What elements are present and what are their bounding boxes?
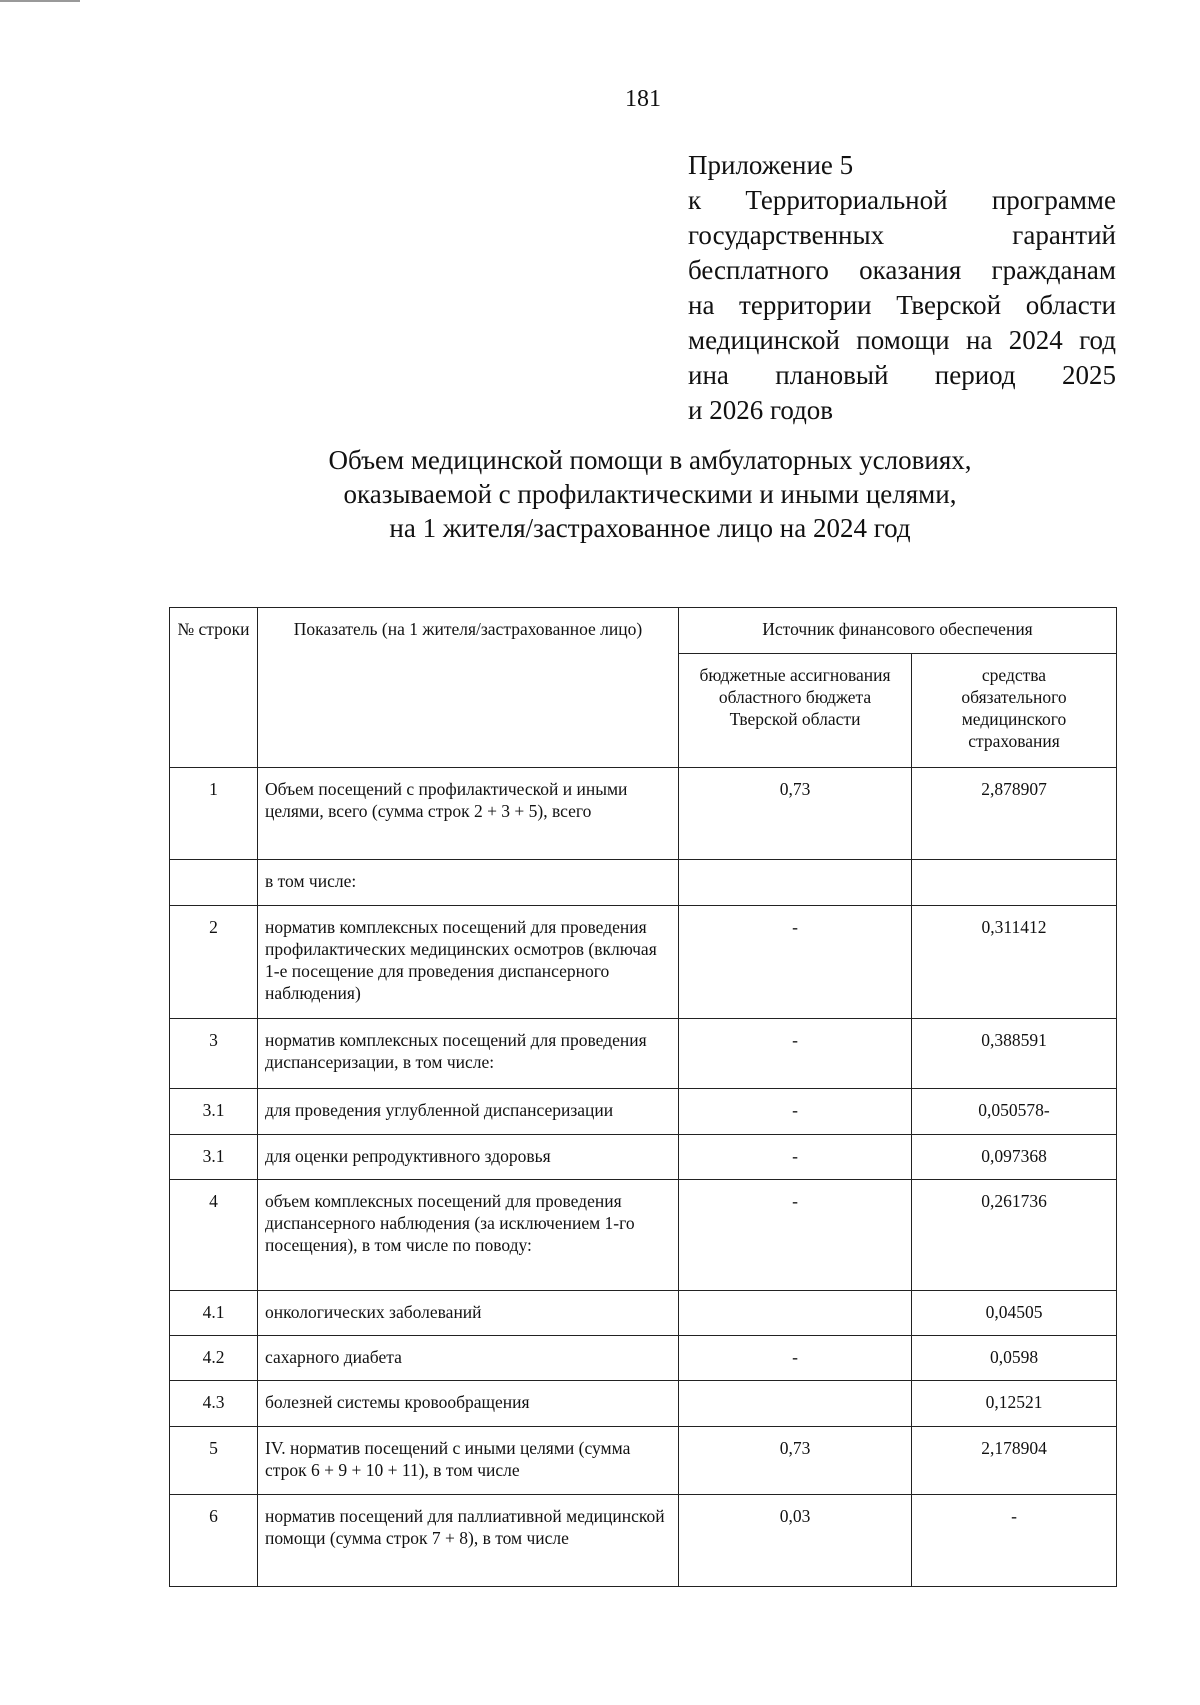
- table-row: [170, 1495, 1117, 1587]
- budget-value-cell: -: [679, 1180, 912, 1291]
- budget-value-cell: -: [679, 906, 912, 1019]
- table-row: [170, 1336, 1117, 1381]
- oms-value-cell: 0,311412: [912, 906, 1117, 1019]
- oms-value-cell: 0,388591: [912, 1019, 1117, 1089]
- volume-table: [169, 607, 1117, 1587]
- indicator-cell: для проведения углубленной диспансеризации: [258, 1089, 679, 1135]
- indicator-cell: Объем посещений с профилактической и иными целями, всего (сумма строк 2 + 3 + 5), всего: [258, 768, 679, 860]
- row-number-cell: 6: [170, 1495, 258, 1587]
- annex-line: Приложение 5: [688, 150, 854, 180]
- title-line: Объем медицинской помощи в амбулаторных условиях,: [328, 445, 972, 475]
- oms-value-cell: [912, 860, 1117, 906]
- table-row: [170, 1180, 1117, 1291]
- budget-value-cell: 0,73: [679, 1427, 912, 1495]
- header-funding-source: Источник финансового обеспечения: [679, 608, 1117, 654]
- indicator-cell: для оценки репродуктивного здоровья: [258, 1135, 679, 1180]
- title-line: оказываемой с профилактическими и иными целями,: [343, 479, 957, 509]
- oms-value-cell: 0,097368: [912, 1135, 1117, 1180]
- budget-value-cell: -: [679, 1089, 912, 1135]
- table-row: [170, 1089, 1117, 1135]
- annex-line: к Территориальной программе: [688, 185, 1116, 215]
- indicator-cell: объем комплексных посещений для проведения диспансерного наблюдения (за исключением 1-го посещения), в том числе по поводу:: [258, 1180, 679, 1291]
- table-row: [170, 768, 1117, 860]
- oms-value-cell: 0,261736: [912, 1180, 1117, 1291]
- annex-line: и 2026 годов: [688, 395, 834, 425]
- table-row: [170, 1019, 1117, 1089]
- row-number-cell: [170, 860, 258, 906]
- budget-value-cell: [679, 1381, 912, 1427]
- row-number-cell: 2: [170, 906, 258, 1019]
- oms-value-cell: 2,178904: [912, 1427, 1117, 1495]
- row-number-cell: 4.1: [170, 1291, 258, 1336]
- indicator-cell: норматив комплексных посещений для проведения диспансеризации, в том числе:: [258, 1019, 679, 1089]
- budget-value-cell: 0,73: [679, 768, 912, 860]
- row-number-cell: 3.1: [170, 1089, 258, 1135]
- row-number-cell: 4.3: [170, 1381, 258, 1427]
- header-oms: средства обязательного медицинского страхования: [912, 654, 1117, 768]
- oms-value-cell: 0,0598: [912, 1336, 1117, 1381]
- table-row: [170, 906, 1117, 1019]
- row-number-cell: 4: [170, 1180, 258, 1291]
- header-indicator: Показатель (на 1 жителя/застрахованное лицо): [258, 608, 679, 768]
- indicator-cell: норматив посещений для паллиативной медицинской помощи (сумма строк 7 + 8), в том числе: [258, 1495, 679, 1587]
- indicator-cell: норматив комплексных посещений для проведения профилактических медицинских осмотров (включая 1-е посещение для проведения диспансерного наблюдения): [258, 906, 679, 1019]
- table-row: [170, 860, 1117, 906]
- table-row: [170, 1291, 1117, 1336]
- row-number-cell: 5: [170, 1427, 258, 1495]
- table-row: [170, 1135, 1117, 1180]
- oms-value-cell: 0,04505: [912, 1291, 1117, 1336]
- table-row: [170, 1381, 1117, 1427]
- annex-block: [688, 148, 1116, 428]
- indicator-cell: онкологических заболеваний: [258, 1291, 679, 1336]
- budget-value-cell: -: [679, 1336, 912, 1381]
- oms-value-cell: 0,12521: [912, 1381, 1117, 1427]
- title-line: на 1 жителя/застрахованное лицо на 2024 год: [389, 513, 911, 543]
- row-number-cell: 3.1: [170, 1135, 258, 1180]
- indicator-cell: сахарного диабета: [258, 1336, 679, 1381]
- annex-line: государственных гарантий: [688, 220, 1116, 250]
- row-number-cell: 4.2: [170, 1336, 258, 1381]
- document-title: [0, 443, 1200, 545]
- table-body: [170, 768, 1117, 1587]
- oms-value-cell: 2,878907: [912, 768, 1117, 860]
- header-budget: бюджетные ассигнования областного бюджета Тверской области: [679, 654, 912, 768]
- annex-line: ина плановый период 2025: [688, 360, 1116, 390]
- oms-value-cell: 0,050578-: [912, 1089, 1117, 1135]
- annex-line: медицинской помощи на 2024 год: [688, 325, 1116, 355]
- header-row-number: № строки: [170, 608, 258, 768]
- budget-value-cell: [679, 860, 912, 906]
- budget-value-cell: [679, 1291, 912, 1336]
- table-row: [170, 1427, 1117, 1495]
- scan-artifact-line: [0, 0, 80, 2]
- row-number-cell: 3: [170, 1019, 258, 1089]
- row-number-cell: 1: [170, 768, 258, 860]
- indicator-cell: IV. норматив посещений с иными целями (сумма строк 6 + 9 + 10 + 11), в том числе: [258, 1427, 679, 1495]
- indicator-cell: в том числе:: [258, 860, 679, 906]
- oms-value-cell: -: [912, 1495, 1117, 1587]
- annex-line: бесплатного оказания гражданам: [688, 255, 1116, 285]
- budget-value-cell: -: [679, 1135, 912, 1180]
- page-number: 181: [625, 86, 661, 112]
- indicator-cell: болезней системы кровообращения: [258, 1381, 679, 1427]
- annex-line: на территории Тверской области: [688, 290, 1116, 320]
- budget-value-cell: -: [679, 1019, 912, 1089]
- budget-value-cell: 0,03: [679, 1495, 912, 1587]
